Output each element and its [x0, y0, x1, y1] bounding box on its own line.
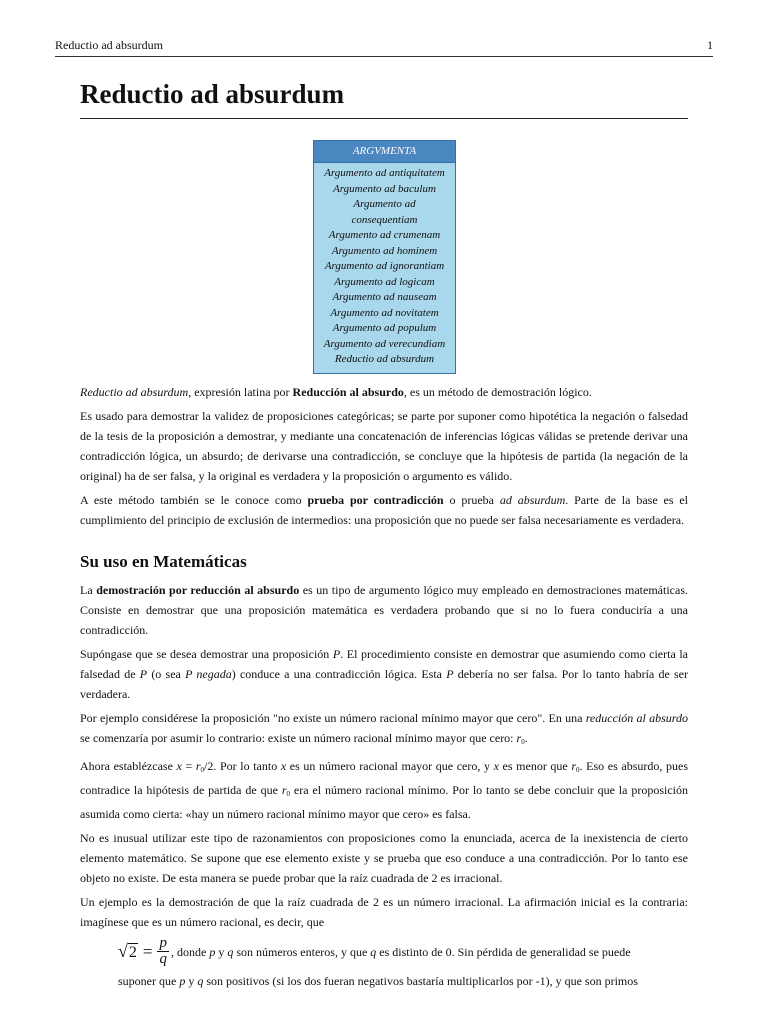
formula-text — [171, 942, 631, 962]
italic-term: ad absurdum — [499, 493, 566, 507]
text: se comenzaría por asumir lo contrario: existe un número racional mínimo mayor que cero: — [80, 731, 517, 745]
text: Por ejemplo considérese la proposición "no existe un número racional mínimo mayor que cero". En una — [80, 711, 586, 725]
subscript: 0 — [521, 738, 525, 746]
equals-sign: = — [142, 941, 153, 961]
section-paragraph-6: Un ejemplo es la demostración de que la raíz cuadrada de 2 es un número irracional. La afirmación inicial es la contraria: imagínese que es un número racional, es decir, que — [80, 895, 688, 929]
text: (o sea — [147, 667, 186, 681]
text: y — [215, 944, 228, 959]
subscript: 0 — [200, 766, 205, 774]
text: son números enteros, y que — [233, 944, 371, 959]
section-paragraph-7 — [80, 971, 688, 991]
text: . Parte de la base es el cumplimiento del principio de exclusión de intermedios: una proposición que no puede ser falsa necesariamente es verdadera. — [80, 493, 689, 527]
var: p — [209, 944, 216, 959]
text: es un tipo de argumento lógico muy empleado en demostraciones matemáticas. Consiste en demostrar que una proposición matemática es verdadera probando que si no lo fuera conduciría a una contradicción. — [80, 583, 688, 637]
section-paragraph-5: No es inusual utilizar este tipo de razonamientos con proposiciones como la enunciada, acerca de la inexistencia de cierto elemento matemático. Se supone que ese elemento existe y se prueba que eso conduce a una contradicción. Por lo tanto ese objeto no existe. De esta manera se puede probar que la raíz cuadrada de 2 es irracional. — [80, 831, 688, 885]
text: es menor que — [498, 759, 572, 773]
navbox-item[interactable]: Argumento ad logicam — [334, 275, 435, 288]
section-paragraph-3 — [80, 708, 688, 752]
navbox-item[interactable]: Argumento ad antiquitatem — [324, 167, 445, 179]
var: p — [179, 974, 186, 988]
navbox-item[interactable]: Argumento ad hominem — [331, 244, 438, 257]
intro-paragraph-3 — [80, 490, 688, 530]
var: r — [281, 783, 287, 797]
text: , es un método de demostración lógico. — [403, 385, 592, 399]
navbox-item[interactable]: Argumento ad nauseam — [332, 291, 437, 303]
navbox-item[interactable]: Argumento ad populum — [332, 322, 437, 334]
italic-term: reducción al absurdo — [585, 711, 689, 725]
bold-term: Reducción al absurdo — [292, 385, 404, 399]
text: . Eso es absurdo, pues contradice la hipótesis de partida de que — [80, 759, 688, 797]
bold-term: prueba por contradicción — [307, 493, 444, 507]
section-paragraph-4 — [80, 756, 688, 824]
var: P — [446, 667, 454, 681]
text: era el número racional mínimo. Por lo tanto se debe concluir que la proposición asumida como cierta: «hay un número racional mínimo mayor que cero» es falsa. — [80, 783, 689, 821]
text: y — [185, 974, 198, 988]
var: x — [493, 759, 499, 773]
running-header — [55, 37, 713, 57]
text: Supóngase que se desea demostrar una proposición — [80, 647, 333, 661]
text: Ahora establézcase — [80, 759, 177, 773]
text: . El procedimiento consiste en demostrar que asumiendo como cierta la falsedad de — [80, 647, 688, 681]
text: ) conduce a una contradicción lógica. Esta — [231, 667, 447, 681]
navbox-heading: ARGVMENTA — [314, 141, 455, 163]
var: x — [176, 759, 182, 773]
section-paragraph-1 — [80, 580, 688, 640]
text: La — [80, 583, 97, 597]
navbox-item[interactable]: Argumento ad novitatem — [330, 306, 439, 319]
navbox-list — [314, 163, 455, 373]
subscript: 0 — [576, 766, 580, 774]
radical-sign: √ — [118, 941, 128, 961]
text: es distinto de 0. Sin pérdida de generalidad se puede — [376, 944, 631, 959]
text: /2. Por lo tanto — [204, 759, 281, 773]
var: r — [516, 731, 522, 745]
text: = — [181, 759, 196, 773]
text: A este método también se le conoce como — [80, 493, 308, 507]
argumenta-navbox — [313, 140, 456, 374]
text: debería no ser falsa. Por lo tanto habría de ser verdadera. — [80, 667, 688, 701]
var: P negada — [185, 667, 232, 681]
square-root — [118, 942, 138, 961]
page-number: 1 — [707, 38, 713, 52]
navbox-item[interactable]: Argumento ad — [353, 198, 416, 210]
sqrt2-formula — [80, 936, 688, 967]
page-title: Reductio ad absurdum — [80, 74, 688, 119]
denominator: q — [159, 951, 167, 967]
var: r — [571, 759, 577, 773]
text: son positivos (si los dos fueran negativos bastaría multiplicarlos por -1), y que son primos — [203, 974, 638, 988]
fraction — [157, 936, 169, 967]
text: o prueba — [443, 493, 500, 507]
article-body — [80, 382, 688, 995]
navbox-item[interactable]: consequentiam — [351, 213, 418, 226]
section-heading: Su uso en Matemáticas — [80, 552, 247, 571]
intro-paragraph-1 — [80, 382, 688, 402]
latin-term: Reductio ad absurdum — [80, 385, 189, 399]
var: q — [197, 974, 204, 988]
var: r — [195, 759, 201, 773]
var: x — [280, 759, 287, 773]
running-title: Reductio ad absurdum — [55, 38, 163, 52]
var: q — [227, 944, 234, 959]
text: , expresión latina por — [188, 385, 293, 399]
numerator: p — [159, 935, 167, 951]
text: , donde — [170, 944, 210, 959]
math-expression — [118, 936, 169, 967]
navbox-item[interactable]: Argumento ad ignorantiam — [324, 260, 445, 272]
var: P — [139, 667, 148, 681]
navbox-item[interactable]: Reductio ad absurdum — [334, 353, 435, 365]
text: es un número racional mayor que cero, y — [286, 759, 494, 773]
text: suponer que — [118, 974, 180, 988]
navbox-item[interactable]: Argumento ad baculum — [333, 182, 436, 195]
navbox-item[interactable]: Argumento ad crumenam — [328, 229, 441, 241]
bold-term: demostración por reducción al absurdo — [96, 583, 300, 597]
navbox-item[interactable]: Argumento ad verecundiam — [323, 337, 446, 350]
radicand: 2 — [128, 944, 137, 961]
subscript: 0 — [286, 790, 290, 798]
var: P — [332, 647, 341, 661]
var: q — [370, 944, 377, 959]
text: . — [524, 731, 528, 745]
section-paragraph-2 — [80, 644, 688, 704]
intro-paragraph-2: Es usado para demostrar la validez de proposiciones categóricas; se parte por suponer como hipotética la negación o falsedad de la tesis de la proposición a demostrar, y mediante una concatenación de inferencias lógicas válidas se pretende derivar una contradicción lógica, un absurdo; de derivarse una contradicción, se concluye que la hipótesis de partida (la negación de la original) ha de ser falsa, y la original es verdadera y la proposición o argumento es válido. — [80, 409, 688, 483]
